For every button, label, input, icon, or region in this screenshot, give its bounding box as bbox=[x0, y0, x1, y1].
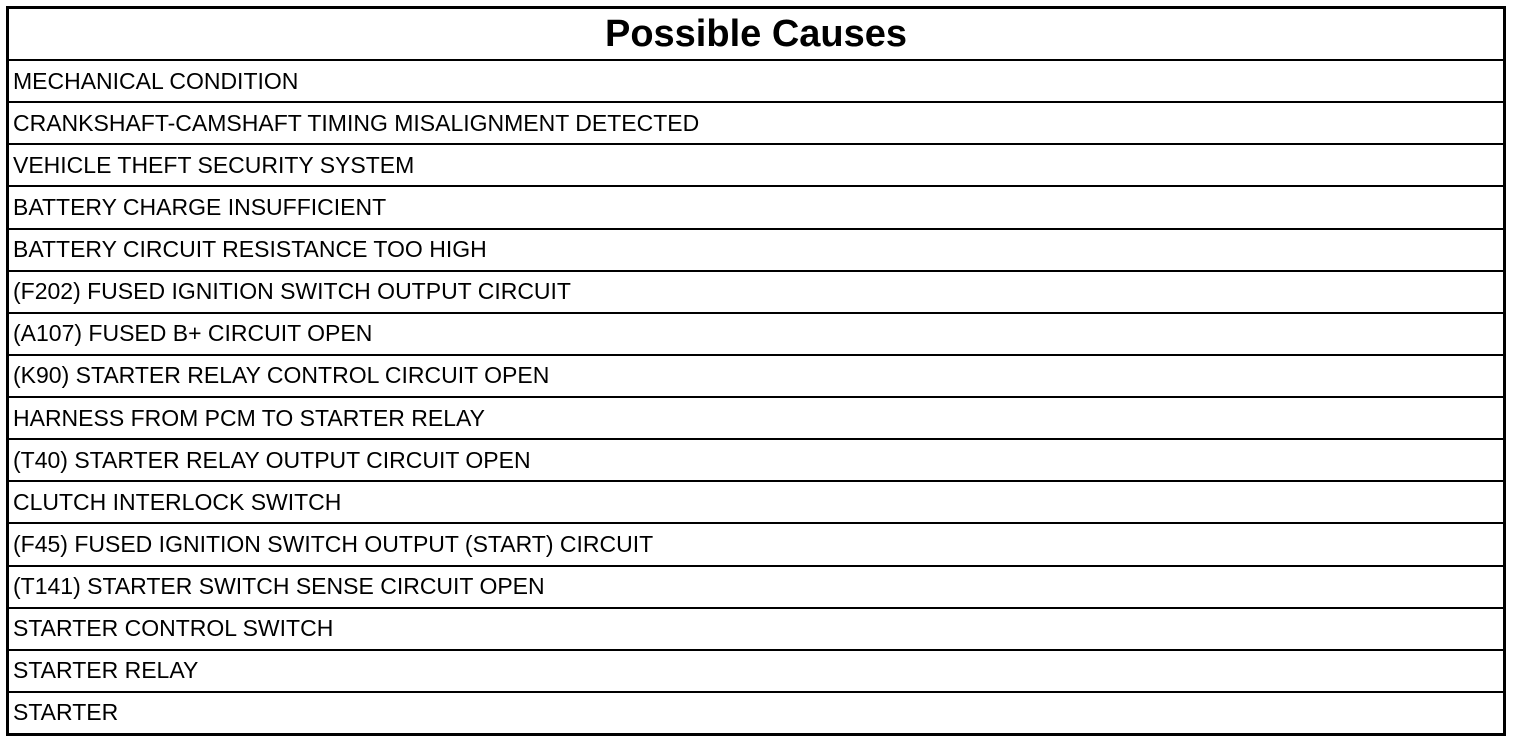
table-row: (F202) FUSED IGNITION SWITCH OUTPUT CIRCUIT bbox=[9, 272, 1503, 314]
table-row: HARNESS FROM PCM TO STARTER RELAY bbox=[9, 398, 1503, 440]
table-row: BATTERY CIRCUIT RESISTANCE TOO HIGH bbox=[9, 230, 1503, 272]
table-row: CLUTCH INTERLOCK SWITCH bbox=[9, 482, 1503, 524]
table-row: CRANKSHAFT-CAMSHAFT TIMING MISALIGNMENT DETECTED bbox=[9, 103, 1503, 145]
table-row: STARTER RELAY bbox=[9, 651, 1503, 693]
table-row: VEHICLE THEFT SECURITY SYSTEM bbox=[9, 145, 1503, 187]
table-row: (F45) FUSED IGNITION SWITCH OUTPUT (START) CIRCUIT bbox=[9, 524, 1503, 566]
table-row: STARTER CONTROL SWITCH bbox=[9, 609, 1503, 651]
table-row: (T40) STARTER RELAY OUTPUT CIRCUIT OPEN bbox=[9, 440, 1503, 482]
table-title: Possible Causes bbox=[604, 13, 908, 55]
table-row: MECHANICAL CONDITION bbox=[9, 61, 1503, 103]
possible-causes-table bbox=[6, 6, 1506, 736]
table-row: BATTERY CHARGE INSUFFICIENT bbox=[9, 187, 1503, 229]
table-header bbox=[9, 9, 1503, 61]
table-row: (T141) STARTER SWITCH SENSE CIRCUIT OPEN bbox=[9, 567, 1503, 609]
table-row: (K90) STARTER RELAY CONTROL CIRCUIT OPEN bbox=[9, 356, 1503, 398]
table-body bbox=[9, 61, 1503, 733]
table-row: STARTER bbox=[13, 699, 119, 726]
table-row: (A107) FUSED B+ CIRCUIT OPEN bbox=[9, 314, 1503, 356]
